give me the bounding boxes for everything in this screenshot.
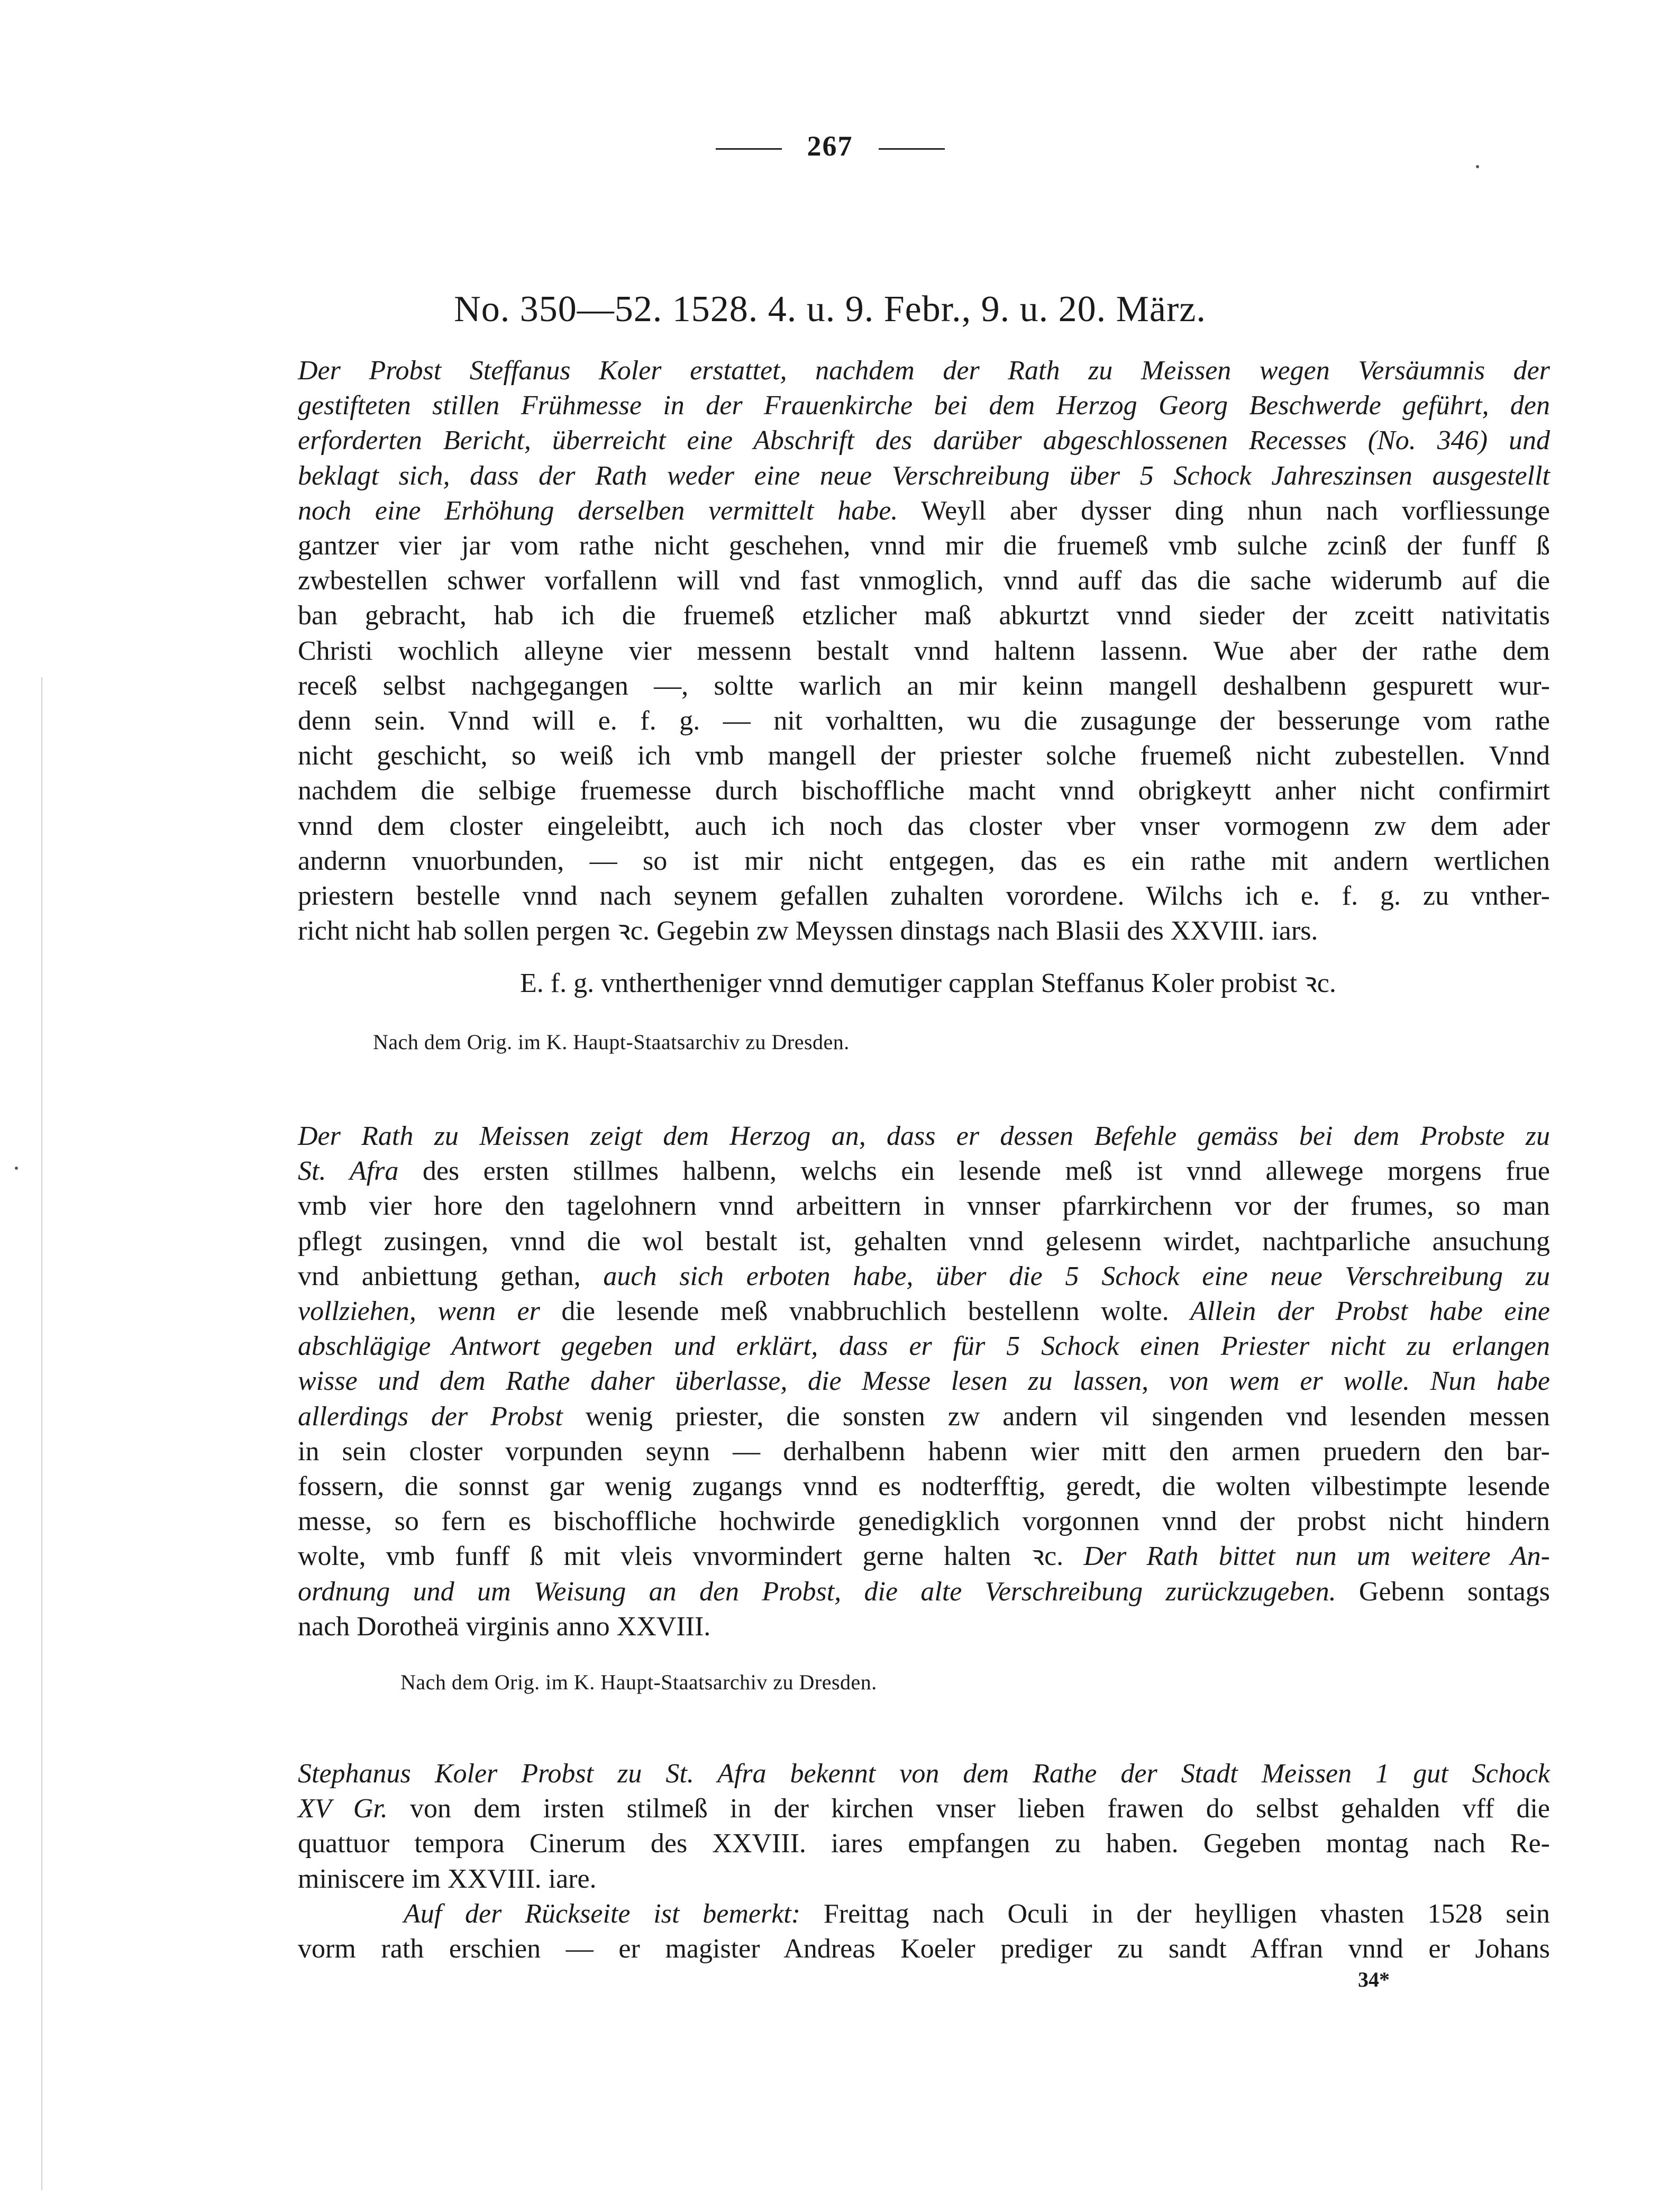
text-line <box>298 1609 1550 1644</box>
text-line <box>298 1259 1550 1294</box>
italic-summary-text: erforderten Bericht, überreicht eine Abschrift des darüber abgeschlossenen Recesses (No. 346) und <box>298 425 1550 456</box>
page-header <box>0 130 1660 162</box>
source-text: vnd anbiettung gethan, <box>298 1261 604 1291</box>
document-350-text <box>298 353 1550 949</box>
document-351-text <box>298 1119 1550 1644</box>
source-text: gantzer vier jar vom rathe nicht geschehen, vnnd mir die fruemeß vmb sulche zcinß der funff ß <box>298 531 1550 561</box>
source-text: Weyll aber dysser ding nhun nach vorfliessunge <box>898 495 1550 526</box>
source-text: von dem irsten stilmeß in der kirchen vnser lieben frawen do selbst gehalden vff die <box>387 1794 1550 1824</box>
italic-summary-text: abschlägige Antwort gegeben und erklärt, dass er für 5 Schock einen Priester nicht zu erlangen <box>298 1331 1550 1362</box>
text-line <box>298 634 1550 669</box>
text-line <box>298 1897 1550 1932</box>
source-text: in sein closter vorpunden seynn — derhalbenn habenn wier mitt den armen pruedern den bar- <box>298 1436 1550 1467</box>
source-text: messe, so fern es bischoffliche hochwirde genedigklich vorgonnen vnnd der probst nicht hindern <box>298 1506 1550 1537</box>
text-line <box>298 809 1550 844</box>
text-line <box>298 1224 1550 1259</box>
source-text: wenig priester, die sonsten zw andern vil singenden vnd lesenden messen <box>562 1401 1550 1432</box>
text-line <box>298 1434 1550 1469</box>
source-text: miniscere im XXVIII. iare. <box>298 1863 597 1894</box>
source-text: Christi wochlich alleyne vier messenn bestalt vnnd haltenn lassenn. Wue aber der rathe dem <box>298 635 1550 666</box>
source-text: pflegt zusingen, vnnd die wol bestalt ist, gehalten vnnd gelesenn wirdet, nachtparliche ansuchung <box>298 1226 1550 1257</box>
source-text: nachdem die selbige fruemesse durch bischoffliche macht vnnd obrigkeytt anher nicht confirmirt <box>298 776 1550 806</box>
text-line <box>298 669 1550 704</box>
italic-summary-text: Auf der Rückseite ist bemerkt: <box>404 1898 801 1929</box>
text-line <box>298 1539 1550 1574</box>
document-350-source-note: Nach dem Orig. im K. Haupt-Staatsarchiv zu Dresden. <box>373 1030 850 1054</box>
source-text: andernn vnuorbunden, — so ist mir nicht entgegen, das es ein rathe mit andern wertlichen <box>298 845 1550 876</box>
source-text: priestern bestelle vnnd nach seynem gefallen zuhalten vorordene. Wilchs ich e. f. g. zu vnther- <box>298 881 1550 912</box>
italic-summary-text: ordnung und um Weisung an den Probst, die alte Verschreibung zurückzugeben. <box>298 1576 1336 1607</box>
italic-summary-text: XV Gr. <box>298 1794 388 1824</box>
text-line <box>298 423 1550 458</box>
italic-summary-text: auch sich erboten habe, über die 5 Schock eine neue Verschreibung zu <box>603 1261 1550 1291</box>
source-text: nach Dorotheä virginis anno XXVIII. <box>298 1611 711 1642</box>
text-line <box>298 388 1550 423</box>
signature-mark: 34* <box>1358 1968 1390 1991</box>
text-line <box>298 1329 1550 1364</box>
document-351-source-note: Nach dem Orig. im K. Haupt-Staatsarchiv zu Dresden. <box>400 1670 877 1694</box>
text-line <box>298 879 1550 914</box>
italic-summary-text: vollziehen, wenn er <box>298 1296 540 1327</box>
source-text: richt nicht hab sollen pergen ꝛc. Gegebin zw Meyssen dinstags nach Blasii des XXVIII. iars. <box>298 916 1318 946</box>
source-text: vnnd dem closter eingeleibtt, auch ich noch das closter vber vnser vormogenn zw dem ader <box>298 811 1550 841</box>
text-line <box>298 529 1550 563</box>
text-line <box>298 1294 1550 1329</box>
margin-speck <box>15 1167 18 1170</box>
source-text: ban gebracht, hab ich die fruemeß etzlicher maß abkurtzt vnnd sieder der zceitt nativitatis <box>298 600 1550 631</box>
header-rule-left <box>716 148 782 150</box>
text-line <box>298 1189 1550 1224</box>
text-line <box>298 353 1550 388</box>
source-text: Gebenn sontags <box>1336 1576 1550 1607</box>
source-text: wolte, vmb funff ß mit vleis vnvormindert gerne halten ꝛc. <box>298 1541 1084 1572</box>
text-line <box>298 494 1550 529</box>
text-line <box>298 1504 1550 1539</box>
text-line <box>298 1119 1550 1154</box>
text-line <box>298 1862 1550 1897</box>
italic-summary-text: Der Probst Steffanus Koler erstattet, nachdem der Rath zu Meissen wegen Versäumnis der <box>298 356 1550 386</box>
source-text: zwbestellen schwer vorfallenn will vnd fast vnmoglich, vnnd auff das die sache widerumb auf die <box>298 566 1550 596</box>
source-text: nicht geschicht, so weiß ich vmb mangell der priester solche fruemeß nicht zubestellen. Vnnd <box>298 741 1550 771</box>
text-line <box>298 598 1550 633</box>
italic-summary-text: beklagt sich, dass der Rath weder eine neue Verschreibung über 5 Schock Jahreszinsen ausgestellt <box>298 460 1550 491</box>
source-text: denn sein. Vnnd will e. f. g. — nit vorhaltten, wu die zusagunge der besserunge vom rathe <box>298 706 1550 736</box>
italic-summary-text: St. Afra <box>298 1156 399 1187</box>
text-line <box>298 1826 1550 1861</box>
italic-summary-text: gestifteten stillen Frühmesse in der Frauenkirche bei dem Herzog Georg Beschwerde geführt, den <box>298 390 1550 421</box>
italic-summary-text: Der Rath zu Meissen zeigt dem Herzog an, dass er dessen Befehle gemäss bei dem Probste zu <box>298 1121 1550 1151</box>
text-line <box>298 739 1550 773</box>
header-rule-right <box>879 148 945 150</box>
text-line <box>298 844 1550 879</box>
italic-summary-text: Allein der Probst habe eine <box>1190 1296 1550 1327</box>
text-line <box>298 1154 1550 1189</box>
text-line <box>298 1791 1550 1826</box>
text-line <box>298 704 1550 739</box>
document-350-signature: E. f. g. vnthertheniger vnnd demutiger capplan Steffanus Koler probist ꝛc. <box>520 968 1336 998</box>
text-line <box>298 563 1550 598</box>
italic-summary-text: Der Rath bittet nun um weitere An- <box>1083 1541 1550 1572</box>
text-line <box>298 1756 1550 1791</box>
document-heading: No. 350—52. 1528. 4. u. 9. Febr., 9. u. 20. März. <box>454 289 1206 330</box>
source-text: quattuor tempora Cinerum des XXVIII. iares empfangen zu haben. Gegeben montag nach Re- <box>298 1828 1550 1859</box>
source-text: receß selbst nachgegangen —, soltte warlich an mir keinn mangell deshalbenn gespurett wur- <box>298 670 1550 701</box>
italic-summary-text: wisse und dem Rathe daher überlasse, die Messe lesen zu lassen, von wem er wolle. Nun habe <box>298 1366 1550 1397</box>
source-text: vmb vier hore den tagelohnern vnnd arbeittern in vnnser pfarrkirchenn vor der frumes, so man <box>298 1191 1550 1222</box>
italic-summary-text: noch eine Erhöhung derselben vermittelt habe. <box>298 495 898 526</box>
binding-edge <box>41 677 42 2190</box>
text-line <box>298 1469 1550 1504</box>
source-text: die lesende meß vnabbruchlich bestellenn wolte. <box>540 1296 1191 1327</box>
text-line <box>298 459 1550 494</box>
text-line <box>298 773 1550 808</box>
source-text: fossern, die sonnst gar wenig zugangs vnnd es nodterfftig, geredt, die wolten vilbestimpte lesende <box>298 1471 1550 1502</box>
page-number: 267 <box>807 130 853 162</box>
text-line <box>298 914 1550 949</box>
italic-summary-text: allerdings der Probst <box>298 1401 563 1432</box>
source-text: Freittag nach Oculi in der heylligen vhasten 1528 sein <box>800 1898 1550 1929</box>
italic-summary-text: Stephanus Koler Probst zu St. Afra bekennt von dem Rathe der Stadt Meissen 1 gut Schock <box>298 1759 1550 1789</box>
document-352-text <box>298 1756 1550 1967</box>
text-line <box>298 1932 1550 1967</box>
text-line <box>298 1574 1550 1609</box>
source-text: des ersten stillmes halbenn, welchs ein lesende meß ist vnnd allewege morgens frue <box>398 1156 1550 1187</box>
text-line <box>298 1364 1550 1399</box>
source-text: vorm rath erschien — er magister Andreas Koeler prediger zu sandt Affran vnnd er Johans <box>298 1934 1550 1964</box>
text-line <box>298 1399 1550 1434</box>
margin-speck <box>1476 165 1479 168</box>
